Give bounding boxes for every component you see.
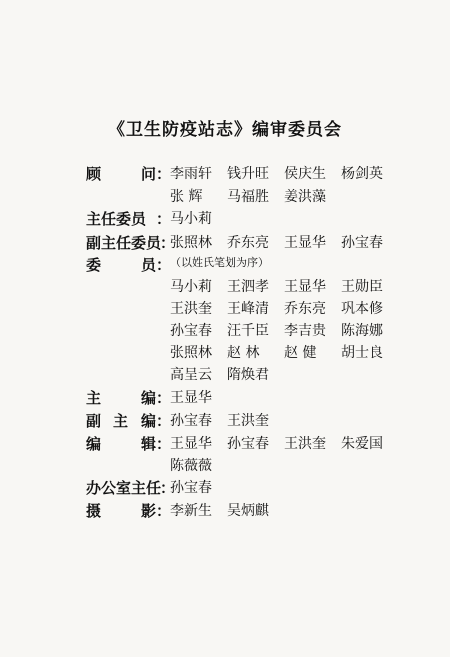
vice-director-name: 孙宝春	[341, 235, 383, 251]
advisors-names-2	[170, 186, 341, 206]
member-name: 马小莉	[170, 279, 212, 295]
photography-label: 摄 影	[86, 502, 157, 520]
chief-editor-name: 王显华	[170, 390, 212, 406]
member-name: 陈海娜	[341, 323, 383, 339]
office-director-name: 孙宝春	[170, 480, 212, 496]
member-name: 胡士良	[341, 345, 383, 361]
advisor-name: 马福胜	[227, 189, 269, 205]
editors-label: 编 辑	[86, 435, 157, 453]
members-label: 委 员	[86, 256, 157, 274]
editor-name: 陈薇薇	[170, 458, 212, 474]
member-name: 李吉贵	[284, 323, 326, 339]
advisor-name: 侯庆生	[284, 166, 326, 182]
member-name: 隋焕君	[227, 367, 269, 383]
editor-name: 王洪奎	[284, 436, 326, 452]
member-name: 王洪奎	[170, 301, 212, 317]
advisor-name: 钱升旺	[227, 166, 269, 182]
member-name: 王泗孝	[227, 279, 269, 295]
photography-colon: ：	[156, 502, 172, 520]
director-colon: ：	[156, 210, 172, 228]
member-name: 乔东亮	[284, 301, 326, 317]
member-name: 孙宝春	[170, 323, 212, 339]
vice-director-name: 张照林	[170, 235, 212, 251]
deputy-editor-name: 王洪奎	[227, 413, 269, 429]
photographer-name: 李新生	[170, 503, 212, 519]
member-name: 王勋臣	[341, 279, 383, 295]
editor-name: 王显华	[170, 436, 212, 452]
office-director-colon: ：	[160, 479, 176, 497]
members-colon: ：	[156, 256, 172, 274]
deputy-editor-name: 孙宝春	[170, 413, 212, 429]
editors-colon: ：	[156, 435, 172, 453]
vice-directors-label: 副主任委员	[86, 234, 162, 252]
member-name: 赵 林	[227, 345, 260, 361]
director-name: 马小莉	[170, 211, 212, 227]
member-name: 赵 健	[284, 345, 317, 361]
vice-directors-names	[170, 232, 398, 252]
member-name: 巩本修	[341, 301, 383, 317]
member-name: 王显华	[284, 279, 326, 295]
member-name: 张照林	[170, 345, 212, 361]
chief-editor-label: 主 编	[86, 389, 157, 407]
photographer-name: 吴炳麒	[227, 503, 269, 519]
member-name: 王峰清	[227, 301, 269, 317]
advisor-name: 杨剑英	[341, 166, 383, 182]
office-director-label: 办公室主任	[86, 479, 162, 497]
member-name: 高呈云	[170, 367, 212, 383]
vice-director-name: 王显华	[284, 235, 326, 251]
vice-director-name: 乔东亮	[227, 235, 269, 251]
director-label: 主任委员	[86, 210, 147, 228]
advisors-label: 顾 问	[86, 165, 157, 183]
members-order-note: （以姓氏笔划为序）	[170, 256, 269, 269]
advisor-name: 姜洪藻	[284, 189, 326, 205]
member-name: 汪千臣	[227, 323, 269, 339]
advisor-name: 张 辉	[170, 189, 203, 205]
editor-name: 朱爱国	[341, 436, 383, 452]
vice-directors-colon: ：	[160, 234, 176, 252]
deputy-editors-label: 副 主 编	[86, 412, 157, 430]
deputy-editors-colon: ：	[156, 412, 172, 430]
advisor-name: 李雨轩	[170, 166, 212, 182]
advisors-colon: ：	[156, 165, 172, 183]
chief-editor-colon: ：	[156, 389, 172, 407]
advisors-names	[170, 163, 398, 183]
page-title: 《卫生防疫站志》编审委员会	[108, 120, 342, 140]
editor-name: 孙宝春	[227, 436, 269, 452]
